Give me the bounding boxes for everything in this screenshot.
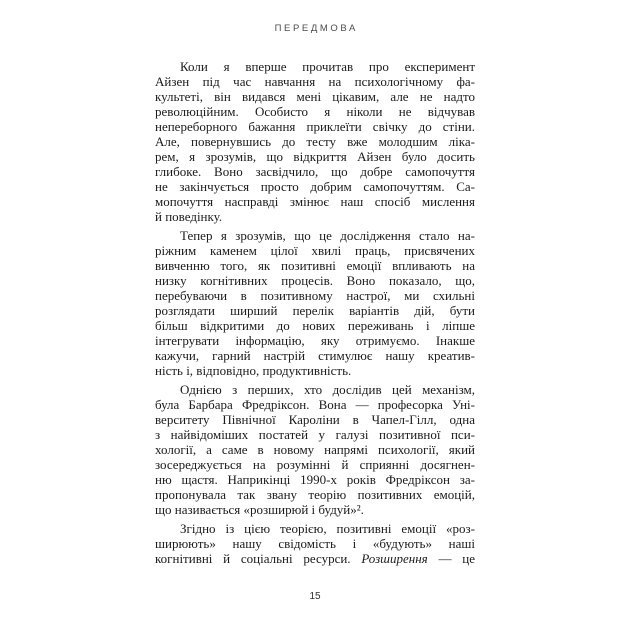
- text-segment: — це: [427, 551, 475, 566]
- text-segment: Однією з перших, хто дослідив цей механізм,: [180, 382, 475, 397]
- text-segment: розглядати ширший перелік варіантів дій, бути: [155, 303, 475, 318]
- text-line: [155, 258, 475, 273]
- text-segment: Згідно із цією теорією, позитивні емоції «роз-: [180, 521, 475, 536]
- text-segment: вивченню того, як позитивні емоції впливають на: [155, 258, 475, 273]
- paragraph: [155, 59, 475, 224]
- text-segment: верситету Північної Кароліни в Чапел-Гілл, одна: [155, 412, 475, 427]
- text-segment: не закінчується просто добрим самопочуттям. Са-: [155, 179, 475, 194]
- text-line: [155, 243, 475, 258]
- text-segment: низку когнітивних процесів. Воно показало, що,: [155, 273, 475, 288]
- text-segment: Коли я вперше прочитав про експеримент: [180, 59, 475, 74]
- text-segment: більш відкритими до нових переживань і ліпше: [155, 318, 475, 333]
- text-segment: кажучи, гарний настрій стимулює нашу креатив-: [155, 348, 475, 363]
- page-number: 15: [309, 591, 321, 602]
- text-segment: Тепер я зрозумів, що це дослідження стало на-: [180, 228, 475, 243]
- text-line: [155, 134, 475, 149]
- text-line: [155, 119, 475, 134]
- text-segment: з найвідоміших постатей у галузі позитивної пси-: [155, 427, 475, 442]
- text-segment: когнітивні й соціальні ресурси.: [155, 551, 362, 566]
- text-segment: що називається «розширюй і будуй»².: [155, 502, 364, 517]
- text-line: [155, 194, 475, 209]
- text-segment: революційним. Особисто я ніколи не відчував: [155, 104, 475, 119]
- text-segment: перебуваючи в позитивному настрої, ми схильні: [155, 288, 475, 303]
- text-line: [155, 536, 475, 551]
- text-segment: пропонувала так звану теорію позитивних емоцій,: [155, 487, 475, 502]
- text-line: [155, 59, 475, 74]
- body-text: [155, 59, 475, 566]
- text-line: [155, 209, 475, 224]
- text-segment: була Барбара Фредріксон. Вона — професорка Уні-: [155, 397, 475, 412]
- text-segment: хології, а саме в новому напрямі психології, який: [155, 442, 475, 457]
- text-line: [155, 427, 475, 442]
- text-line: [155, 502, 475, 517]
- text-segment: зосереджується на розумінні й сприянні досягнен-: [155, 457, 475, 472]
- paragraph: [155, 228, 475, 378]
- text-segment: інтегрувати інформацію, яку отримуємо. Інакше: [155, 333, 475, 348]
- text-line: [155, 74, 475, 89]
- text-line: [155, 348, 475, 363]
- text-line: [155, 303, 475, 318]
- text-line: [155, 318, 475, 333]
- text-line: [155, 164, 475, 179]
- text-line: [155, 333, 475, 348]
- text-segment: ню щастя. Наприкінці 1990-х років Фредріксон за-: [155, 472, 475, 487]
- text-line: [155, 457, 475, 472]
- text-line: [155, 521, 475, 536]
- text-line: [155, 273, 475, 288]
- text-line: [155, 89, 475, 104]
- text-line: [155, 149, 475, 164]
- paragraph: [155, 521, 475, 566]
- running-header: ПЕРЕДМОВА: [274, 23, 358, 34]
- text-line: [155, 397, 475, 412]
- text-segment: мопочуття насправді змінює наш спосіб мислення: [155, 194, 475, 209]
- paragraph: [155, 382, 475, 517]
- text-line: [155, 104, 475, 119]
- text-line: [155, 412, 475, 427]
- text-line: [155, 472, 475, 487]
- text-segment: ширюють» нашу свідомість і «будують» наші: [155, 536, 475, 551]
- text-line: [155, 487, 475, 502]
- text-segment: Але, повернувшись до тесту вже молодшим ліка-: [155, 134, 475, 149]
- text-line: [155, 228, 475, 243]
- text-segment: Айзен під час навчання на психологічному фа-: [155, 74, 475, 89]
- italic-term: Розширення: [361, 551, 428, 566]
- text-line: [155, 382, 475, 397]
- text-line: [155, 363, 475, 378]
- text-segment: культеті, він видався мені цікавим, але не надто: [155, 89, 475, 104]
- text-segment: й поведінку.: [155, 209, 223, 224]
- text-segment: непереборного бажання приклеїти свічку до стіни.: [155, 119, 475, 134]
- text-segment: рем, я зрозумів, що відкриття Айзен було досить: [155, 149, 475, 164]
- text-segment: глибоке. Воно засвідчило, що добре самопочуття: [155, 164, 475, 179]
- text-line: [155, 288, 475, 303]
- text-line: [155, 551, 475, 566]
- text-line: [155, 442, 475, 457]
- text-line: [155, 179, 475, 194]
- text-segment: ріжним каменем цілої хвилі праць, присвячених: [155, 243, 475, 258]
- text-segment: ність і, відповідно, продуктивність.: [155, 363, 352, 378]
